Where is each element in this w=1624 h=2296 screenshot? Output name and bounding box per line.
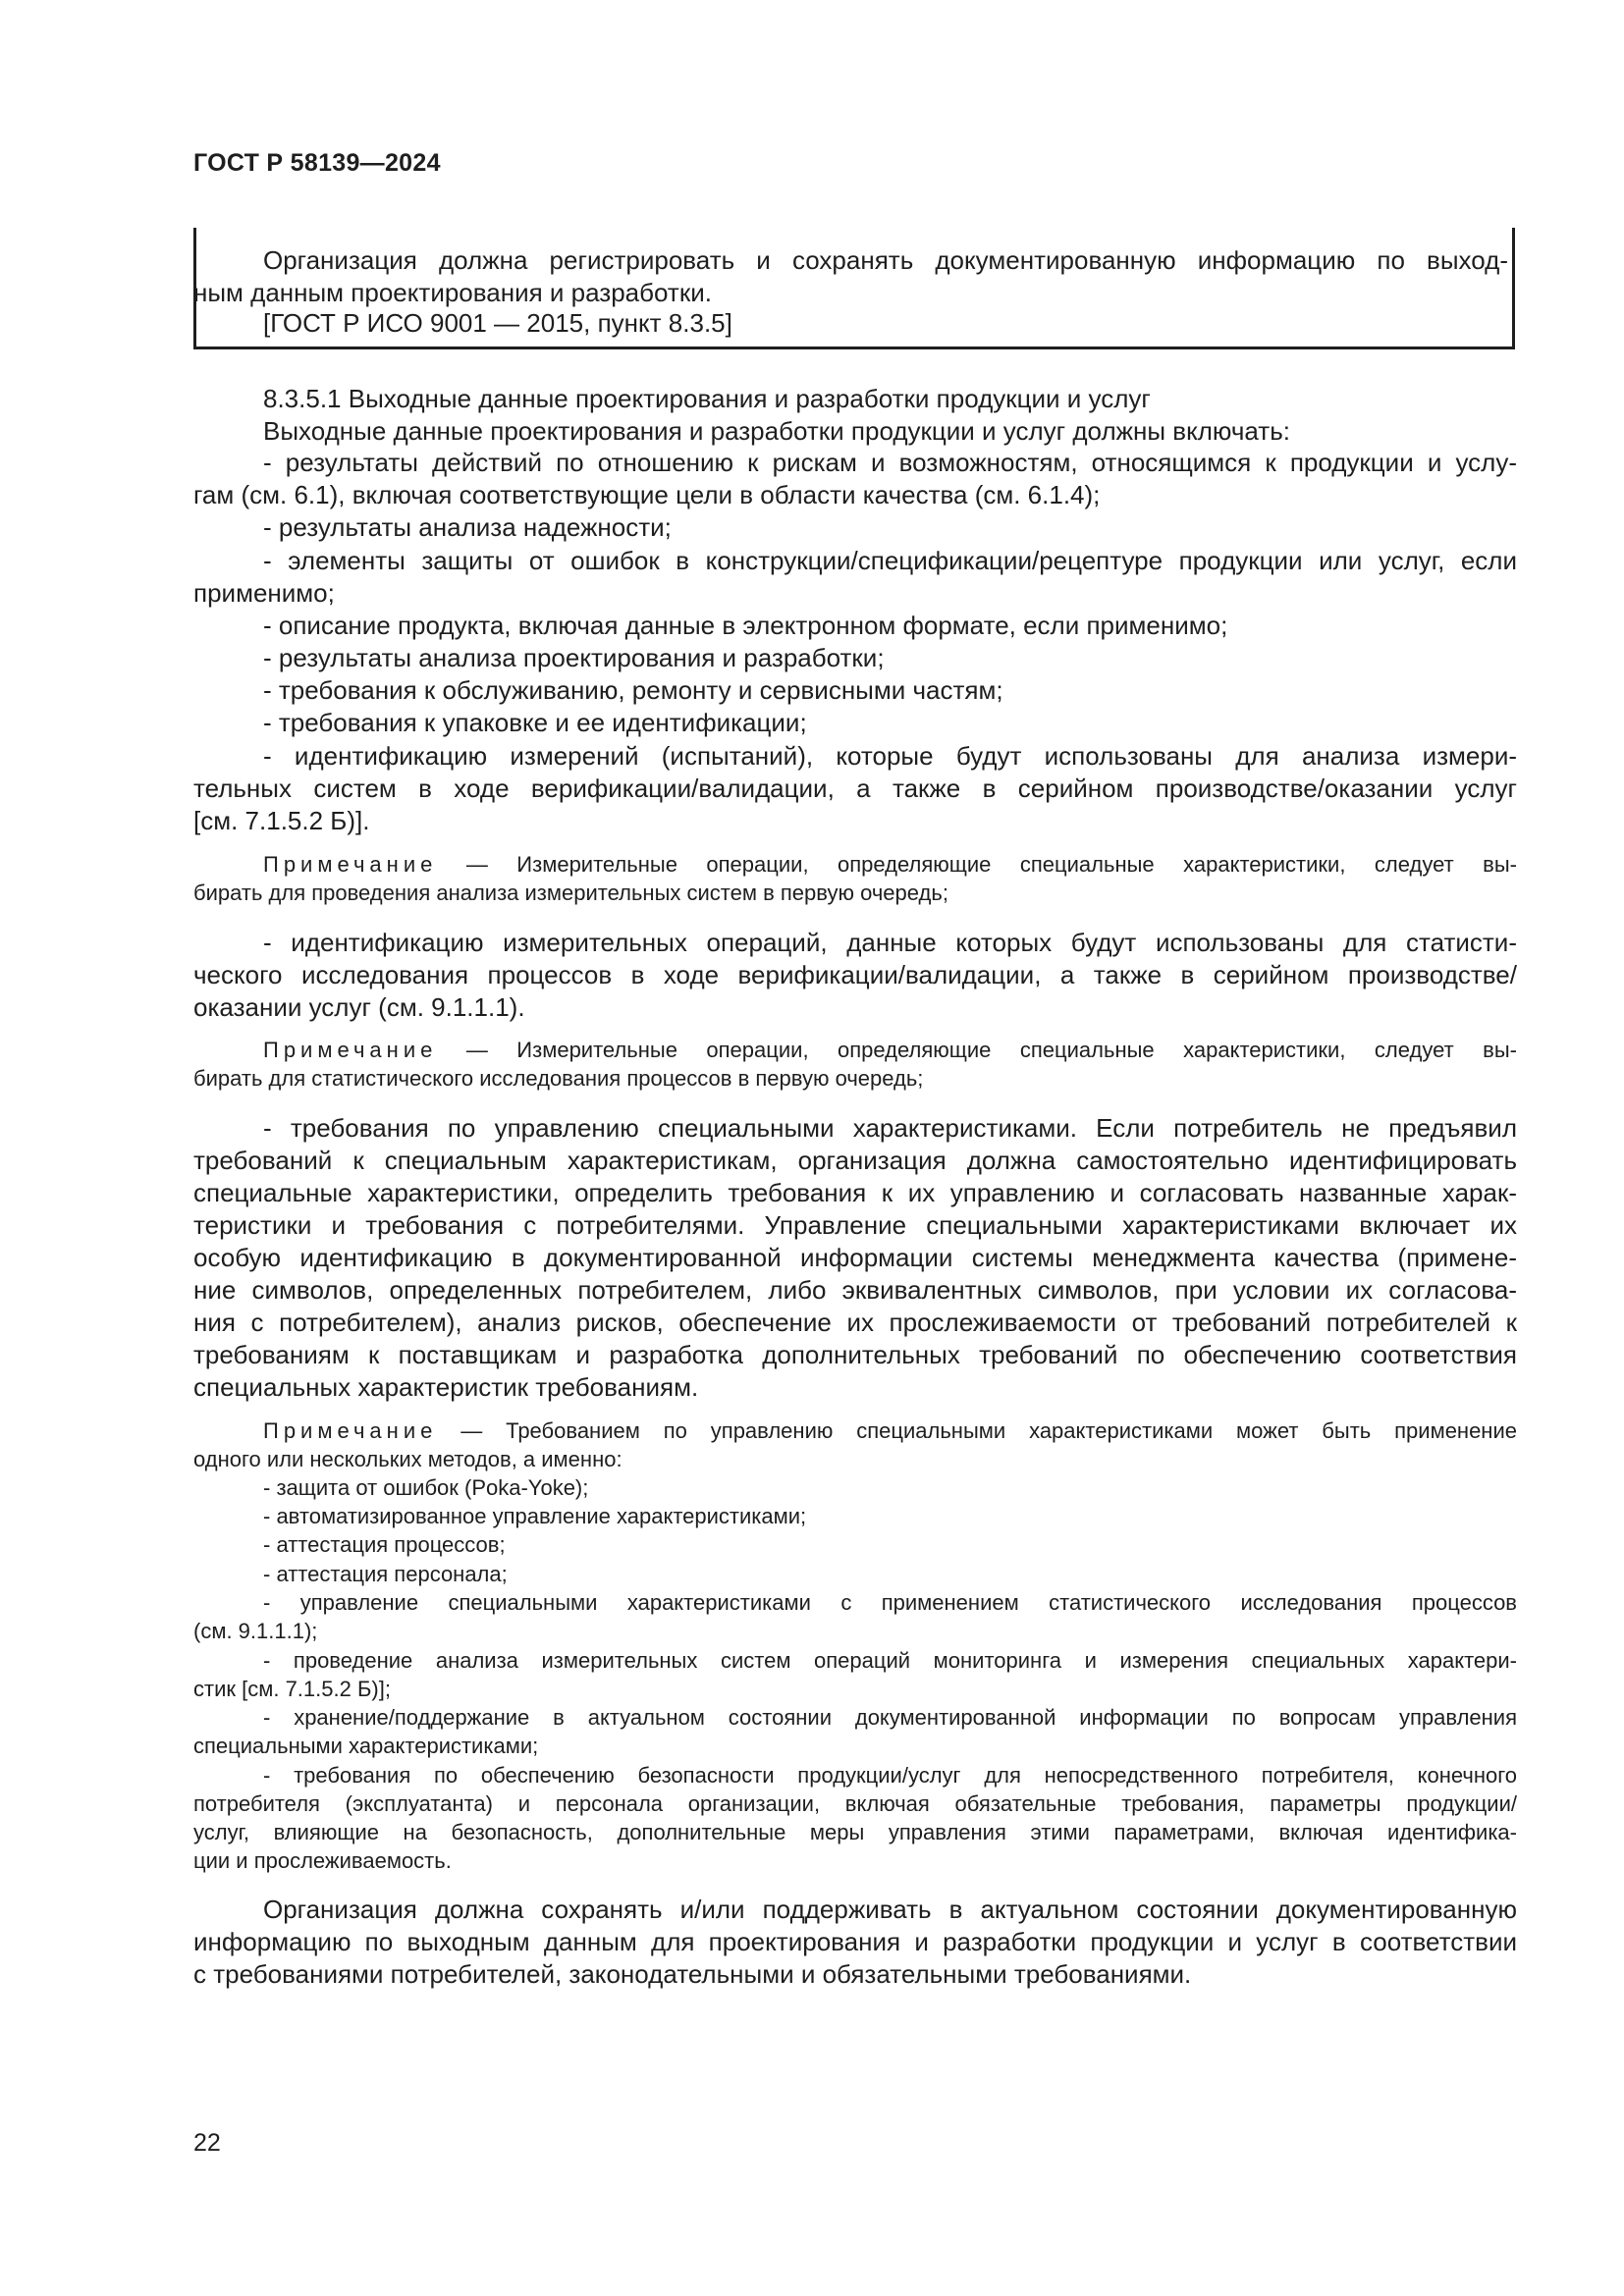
- list-item: - требования по управлению специальными характеристиками. Если потребитель не предъявил: [263, 1113, 1517, 1143]
- body-line: особую идентификацию в документированной информации системы менеджмента качества (примене-: [193, 1243, 1517, 1272]
- clause-heading: 8.3.5.1 Выходные данные проектирования и разработки продукции и услуг: [263, 384, 1151, 413]
- body-line: [см. 7.1.5.2 Б)].: [193, 806, 370, 835]
- body-line: Организация должна сохранять и/или поддерживать в актуальном состоянии документированную: [263, 1895, 1517, 1924]
- list-item: - результаты действий по отношению к рискам и возможностям, относящимся к продукции и услу-: [263, 448, 1517, 477]
- note-list-item: - защита от ошибок (Poka-Yoke);: [263, 1475, 589, 1500]
- document-header: ГОСТ Р 58139—2024: [193, 149, 441, 177]
- body-line: информацию по выходным данным для проектирования и разработки продукции и услуг в соответствии: [193, 1927, 1517, 1956]
- body-line: специальные характеристики, определить требования к их управлению и согласовать названные харак-: [193, 1178, 1517, 1207]
- quote-line: Организация должна регистрировать и сохранять документированную информацию по выход-: [263, 245, 1508, 275]
- list-item: - требования к обслуживанию, ремонту и сервисными частям;: [263, 675, 1003, 705]
- body-line: ние символов, определенных потребителем, либо эквивалентных символов, при условии их согласова-: [193, 1275, 1517, 1305]
- note-line: услуг, влияющие на безопасность, дополнительные меры управления этими параметрами, включая идентифика-: [193, 1820, 1517, 1844]
- note-text: — Измерительные операции, определяющие специальные характеристики, следует вы-: [465, 852, 1517, 877]
- list-item: - описание продукта, включая данные в электронном формате, если применимо;: [263, 611, 1228, 640]
- body-line: с требованиями потребителей, законодательными и обязательными требованиями.: [193, 1959, 1192, 1989]
- body-line: применимо;: [193, 578, 335, 608]
- note-line: ции и прослеживаемость.: [193, 1848, 452, 1873]
- body-line: теристики и требования с потребителями. Управление специальными характеристиками включает их: [193, 1210, 1517, 1240]
- note-label: Примечание: [263, 1038, 438, 1062]
- note-text: — Требованием по управлению специальными характеристиками может быть применение: [460, 1418, 1517, 1443]
- body-line: оказании услуг (см. 9.1.1.1).: [193, 992, 525, 1022]
- note-label: Примечание: [263, 1418, 438, 1443]
- body-line: требований к специальным характеристикам, организация должна самостоятельно идентифицировать: [193, 1146, 1517, 1175]
- note-list-item: - проведение анализа измерительных систем операций мониторинга и измерения специальных характери-: [263, 1648, 1517, 1673]
- note-line: [263, 851, 1517, 879]
- list-item: - идентификацию измерительных операций, данные которых будут использованы для статисти-: [263, 928, 1517, 957]
- list-item: - результаты анализа надежности;: [263, 512, 672, 542]
- body-line: специальных характеристик требованиям.: [193, 1372, 699, 1402]
- note-list-item: - автоматизированное управление характеристиками;: [263, 1504, 807, 1528]
- list-item: - идентификацию измерений (испытаний), которые будут использованы для анализа измери-: [263, 741, 1517, 771]
- list-item: - требования к упаковке и ее идентификации;: [263, 708, 807, 737]
- body-line: ния с потребителем), анализ рисков, обеспечение их прослеживаемости от требований потребителей к: [193, 1308, 1517, 1337]
- note-line: бирать для проведения анализа измерительных систем в первую очередь;: [193, 881, 948, 905]
- quote-citation: [ГОСТ Р ИСО 9001 — 2015, пункт 8.3.5]: [263, 308, 732, 338]
- list-item: - результаты анализа проектирования и разработки;: [263, 643, 885, 672]
- note-list-item: - аттестация процессов;: [263, 1532, 506, 1557]
- note-line: потребителя (эксплуатанта) и персонала организации, включая обязательные требования, параметры продукции/: [193, 1791, 1517, 1816]
- body-line: Выходные данные проектирования и разработки продукции и услуг должны включать:: [263, 416, 1290, 446]
- note-label: Примечание: [263, 852, 438, 877]
- quote-line: ным данным проектирования и разработки.: [193, 278, 712, 307]
- body-line: требованиям к поставщикам и разработка дополнительных требований по обеспечению соответствия: [193, 1340, 1517, 1369]
- body-line: ческого исследования процессов в ходе верификации/валидации, а также в серийном производстве/: [193, 960, 1517, 989]
- note-line: специальными характеристиками;: [193, 1734, 539, 1758]
- page-number: 22: [193, 2129, 221, 2157]
- note-line: бирать для статистического исследования процессов в первую очередь;: [193, 1066, 924, 1091]
- body-line: гам (см. 6.1), включая соответствующие цели в области качества (см. 6.1.4);: [193, 480, 1101, 509]
- note-list-item: - управление специальными характеристиками с применением статистического исследования процессов: [263, 1590, 1517, 1615]
- list-item: - элементы защиты от ошибок в конструкции/спецификации/рецептуре продукции или услуг, если: [263, 546, 1517, 575]
- note-line: одного или нескольких методов, а именно:: [193, 1447, 623, 1471]
- note-line: [263, 1037, 1517, 1064]
- note-line: (см. 9.1.1.1);: [193, 1619, 318, 1643]
- note-list-item: - требования по обеспечению безопасности продукции/услуг для непосредственного потребителя, конечного: [263, 1763, 1517, 1788]
- body-line: тельных систем в ходе верификации/валидации, а также в серийном производстве/оказании услуг: [193, 774, 1517, 803]
- note-list-item: - хранение/поддержание в актуальном состоянии документированной информации по вопросам управления: [263, 1705, 1517, 1730]
- note-line: стик [см. 7.1.5.2 Б)];: [193, 1677, 391, 1701]
- note-text: — Измерительные операции, определяющие специальные характеристики, следует вы-: [465, 1038, 1517, 1062]
- note-line: [263, 1417, 1517, 1445]
- note-list-item: - аттестация персонала;: [263, 1562, 508, 1586]
